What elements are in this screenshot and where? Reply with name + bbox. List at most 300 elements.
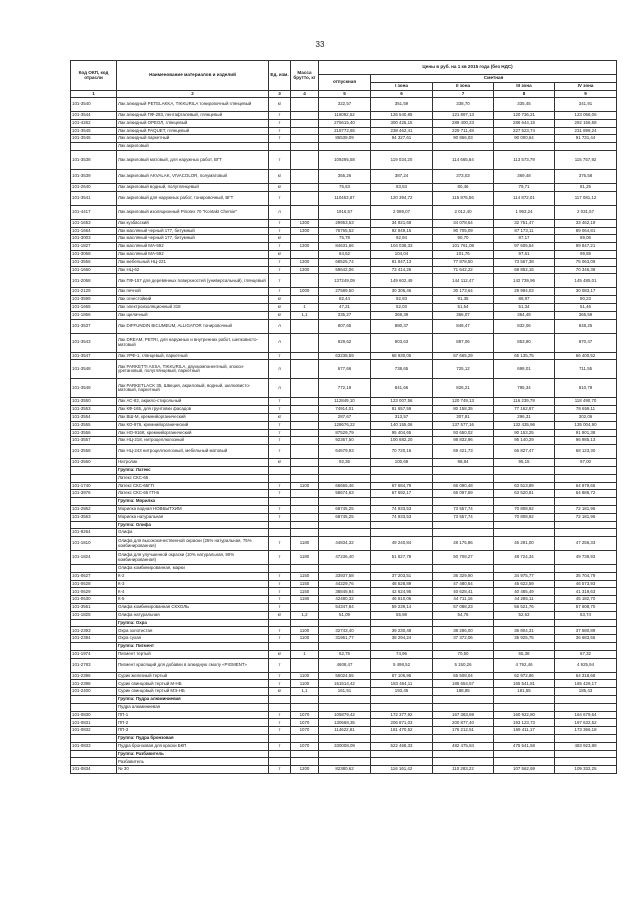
- item-name: Лак ПФ-157 для деревянных поверхностей (универсальный), глянцевый: [117, 274, 269, 288]
- item-code: [71, 696, 117, 704]
- zone-3-price: 116 239,79: [494, 398, 555, 406]
- item-mass: 1100: [291, 680, 319, 688]
- zone-2-price: [433, 474, 494, 482]
- item-mass: [291, 379, 319, 398]
- zone-1-price: 68 930,05: [371, 352, 433, 360]
- table-row: [71, 127, 617, 135]
- item-name: Морилка натуральная: [117, 513, 269, 521]
- item-mass: [291, 406, 319, 414]
- item-name: Сурик свинцовый тертый М-НБ: [117, 680, 269, 688]
- release-price: [319, 643, 371, 651]
- item-mass: 1,1: [291, 311, 319, 319]
- release-price: 807,65: [319, 319, 371, 333]
- item-unit: т: [269, 719, 291, 727]
- zone-3-price: 132 435,96: [494, 421, 555, 429]
- item-mass: 1300: [291, 219, 319, 227]
- zone-1-price: [371, 750, 433, 758]
- zone-3-price: 369,48: [494, 169, 555, 183]
- item-code: 101-3556: [71, 429, 117, 437]
- table-row: [71, 565, 617, 573]
- release-price: 4608,47: [319, 658, 371, 672]
- zone-4-price: 91 901,38: [555, 429, 617, 437]
- zone-3-price: 165 541,81: [494, 680, 555, 688]
- zone-2-price: 73 557,74: [433, 505, 494, 513]
- item-mass: [291, 191, 319, 205]
- item-mass: [291, 98, 319, 112]
- zone-4-price: [555, 529, 617, 537]
- item-unit: [269, 529, 291, 537]
- header-release: отпускная: [319, 75, 371, 91]
- zone-2-price: [433, 466, 494, 474]
- table-row: [71, 235, 617, 243]
- item-name: Лак акриловый AKVALAK, VIVACOLOR, полуматовый: [117, 169, 269, 183]
- item-unit: т: [269, 119, 291, 127]
- item-mass: 1,2: [291, 611, 319, 619]
- item-mass: 1300: [291, 243, 319, 251]
- table-row: [71, 650, 617, 658]
- item-mass: 1070: [291, 719, 319, 727]
- zone-2-price: 57 088,23: [433, 604, 494, 612]
- item-name: Группа: Пудра бронзовая: [117, 735, 269, 743]
- table-row: [71, 150, 617, 169]
- zone-2-price: 2 012,40: [433, 205, 494, 219]
- zone-4-price: 365,59: [555, 311, 617, 319]
- item-name: Лак PARKETTI ASSA, TIKKURILA, двухкомпонентный, эпокси-уретановый, полуглянцевый, паркетный: [117, 360, 269, 379]
- item-mass: [291, 513, 319, 521]
- item-code: 101-3563: [71, 513, 117, 521]
- zone-4-price: 173 366,18: [555, 727, 617, 735]
- item-mass: [291, 565, 319, 573]
- item-unit: л: [269, 360, 291, 379]
- zone-2-price: 121 897,13: [433, 112, 494, 120]
- item-mass: [291, 529, 319, 537]
- zone-1-price: 67 684,79: [371, 482, 433, 490]
- item-code: 101-3556: [71, 258, 117, 266]
- item-unit: [269, 758, 291, 766]
- table-row: [71, 680, 617, 688]
- item-name: Латекс СКС-65 ГП-Б: [117, 490, 269, 498]
- zone-4-price: 848,25: [555, 319, 617, 333]
- zone-1-price: 5 498,52: [371, 658, 433, 672]
- zone-3-price: [494, 696, 555, 704]
- table-row: [71, 274, 617, 288]
- item-mass: [291, 429, 319, 437]
- item-code: 101-3560: [71, 459, 117, 467]
- zone-3-price: 65 135,75: [494, 352, 555, 360]
- release-price: 44229,76: [319, 580, 371, 588]
- zone-2-price: 5 150,26: [433, 658, 494, 672]
- release-price: [319, 750, 371, 758]
- item-mass: [291, 490, 319, 498]
- item-name: К-3: [117, 580, 269, 588]
- item-mass: [291, 127, 319, 135]
- item-unit: т: [269, 135, 291, 143]
- zone-3-price: 296,31: [494, 413, 555, 421]
- item-mass: [291, 459, 319, 467]
- zone-2-price: 44 711,16: [433, 596, 494, 604]
- item-name: Лак огнестойкий: [117, 296, 269, 304]
- zone-2-price: 66 097,69: [433, 490, 494, 498]
- zone-4-price: 36 683,55: [555, 635, 617, 643]
- zone-1-price: 46 610,06: [371, 596, 433, 604]
- item-mass: [291, 474, 319, 482]
- item-unit: т: [269, 219, 291, 227]
- table-row: [71, 429, 617, 437]
- zone-1-price: 387,24: [371, 169, 433, 183]
- zone-4-price: 49 739,93: [555, 551, 617, 565]
- release-price: [319, 474, 371, 482]
- group-row: [71, 696, 617, 704]
- item-code: 101-3068: [71, 250, 117, 258]
- zone-3-price: 44 285,11: [494, 596, 555, 604]
- item-code: 101-1810: [71, 537, 117, 551]
- zone-3-price: 181,55: [494, 688, 555, 696]
- release-price: 772,19: [319, 379, 371, 398]
- zone-3-price: 114 872,01: [494, 191, 555, 205]
- item-name: Лак печной: [117, 288, 269, 296]
- item-name: Пигмент тертый: [117, 650, 269, 658]
- release-price: 92367,50: [319, 437, 371, 445]
- item-unit: т: [269, 421, 291, 429]
- zone-4-price: 33 462,19: [555, 219, 617, 227]
- zone-4-price: 341,91: [555, 98, 617, 112]
- zone-1-price: 92,93: [371, 296, 433, 304]
- release-price: 66665,46: [319, 482, 371, 490]
- item-code: 101-2640: [71, 183, 117, 191]
- item-mass: [291, 421, 319, 429]
- release-price: 76765,52: [319, 227, 371, 235]
- zone-2-price: [433, 143, 494, 151]
- zone-2-price: [433, 703, 494, 711]
- release-price: 32743,40: [319, 627, 371, 635]
- release-price: 114622,81: [319, 727, 371, 735]
- zone-2-price: 51,54: [433, 303, 494, 311]
- item-code: 101-3541: [71, 191, 117, 205]
- zone-2-price: 101,76: [433, 250, 494, 258]
- zone-1-price: [371, 735, 433, 743]
- zone-1-price: [371, 498, 433, 506]
- zone-2-price: 70,50: [433, 650, 494, 658]
- item-mass: 1070: [291, 727, 319, 735]
- item-unit: л: [269, 319, 291, 333]
- zone-2-price: [433, 696, 494, 704]
- item-unit: кг: [269, 250, 291, 258]
- item-code: [71, 521, 117, 529]
- zone-4-price: 41 319,63: [555, 588, 617, 596]
- item-code: 101-3003: [71, 235, 117, 243]
- item-mass: 1300: [291, 266, 319, 274]
- zone-1-price: 92 949,15: [371, 227, 433, 235]
- zone-2-price: 47 480,64: [433, 580, 494, 588]
- table-row: [71, 672, 617, 680]
- zone-2-price: 38 286,00: [433, 627, 494, 635]
- item-name: Лак КФ-165, для грунтовки фасадов: [117, 406, 269, 414]
- release-price: 84631,66: [319, 243, 371, 251]
- item-unit: кг: [269, 413, 291, 421]
- zone-2-price: 137 577,16: [433, 421, 494, 429]
- header-smeta: Сметная: [371, 75, 617, 83]
- zone-3-price: 56 521,76: [494, 604, 555, 612]
- item-code: 101-3549: [71, 379, 117, 398]
- table-row: [71, 219, 617, 227]
- item-code: 101-2862: [71, 505, 117, 513]
- zone-3-price: 40 485,49: [494, 588, 555, 596]
- zone-3-price: [494, 565, 555, 573]
- zone-2-price: 373,03: [433, 169, 494, 183]
- item-name: Группа: Латекс: [117, 466, 269, 474]
- header-zone-4: IV зона: [555, 83, 617, 91]
- release-price: 27589,50: [319, 288, 371, 296]
- zone-3-price: 475 541,58: [494, 742, 555, 750]
- item-name: Лак УРФ-1, глянцевый, паркетный: [117, 352, 269, 360]
- group-row: [71, 466, 617, 474]
- item-code: 101-1825: [71, 611, 117, 619]
- zone-2-price: 40 628,41: [433, 588, 494, 596]
- zone-3-price: 832,06: [494, 319, 555, 333]
- header-zone-3: III зона: [494, 83, 555, 91]
- zone-2-price: 93 650,02: [433, 429, 494, 437]
- zone-4-price: 89 064,81: [555, 227, 617, 235]
- release-price: 59642,06: [319, 266, 371, 274]
- release-price: [319, 521, 371, 529]
- item-unit: кг: [269, 296, 291, 304]
- item-name: Лак кузбасский: [117, 219, 269, 227]
- table-row: [71, 758, 617, 766]
- header-mass: Масса брутто, кг: [291, 61, 319, 91]
- table-row: [71, 266, 617, 274]
- zone-3-price: 795,34: [494, 379, 555, 398]
- zone-3-price: 48 724,34: [494, 551, 555, 565]
- item-code: 101-1856: [71, 311, 117, 319]
- release-price: 287,67: [319, 413, 371, 421]
- zone-4-price: 4 925,94: [555, 658, 617, 672]
- zone-3-price: 107 562,69: [494, 766, 555, 774]
- item-code: 101-0628: [71, 580, 117, 588]
- col-number: 6: [371, 91, 433, 98]
- zone-3-price: [494, 474, 555, 482]
- zone-1-price: 81 657,59: [371, 406, 433, 414]
- item-name: Латекс СКС-65: [117, 474, 269, 482]
- item-unit: [269, 735, 291, 743]
- release-price: 76,63: [319, 183, 371, 191]
- item-code: 101-1824: [71, 551, 117, 565]
- table-row: [71, 437, 617, 445]
- item-unit: т: [269, 288, 291, 296]
- release-price: 275615,40: [319, 119, 371, 127]
- zone-4-price: 231 899,24: [555, 127, 617, 135]
- table-row: [71, 258, 617, 266]
- item-unit: т: [269, 258, 291, 266]
- zone-2-price: 98,84: [433, 459, 494, 467]
- item-code: 101-2783: [71, 658, 117, 672]
- zone-4-price: [555, 750, 617, 758]
- item-unit: т: [269, 266, 291, 274]
- item-name: Олифа: [117, 529, 269, 537]
- zone-2-price: 887,06: [433, 333, 494, 352]
- item-code: 101-3544: [71, 112, 117, 120]
- zone-2-price: 188,85: [433, 688, 494, 696]
- item-unit: т: [269, 243, 291, 251]
- item-name: Лак щелачный: [117, 311, 269, 319]
- item-mass: 1100: [291, 635, 319, 643]
- item-code: 101-3550: [71, 398, 117, 406]
- item-name: Лак масляный МА-592: [117, 243, 269, 251]
- item-unit: [269, 521, 291, 529]
- zone-1-price: 34 921,68: [371, 219, 433, 227]
- item-mass: [291, 505, 319, 513]
- zone-1-price: 738,65: [371, 360, 433, 379]
- item-mass: 1100: [291, 672, 319, 680]
- item-unit: кг: [269, 98, 291, 112]
- item-name: Лак акриловый: [117, 143, 269, 151]
- item-name: Морилка водная НОВБЫТХИМ: [117, 505, 269, 513]
- zone-2-price: 229 711,48: [433, 127, 494, 135]
- item-unit: л: [269, 379, 291, 398]
- zone-2-price: 48 175,86: [433, 537, 494, 551]
- item-unit: [269, 750, 291, 758]
- release-price: 829,62: [319, 333, 371, 352]
- release-price: 116092,52: [319, 112, 371, 120]
- item-code: [71, 758, 117, 766]
- item-unit: т: [269, 482, 291, 490]
- release-price: 75,78: [319, 235, 371, 243]
- release-price: 105879,42: [319, 711, 371, 719]
- zone-1-price: 74,96: [371, 650, 433, 658]
- zone-4-price: 64 318,68: [555, 672, 617, 680]
- release-price: [319, 696, 371, 704]
- zone-4-price: 292 156,58: [555, 119, 617, 127]
- zone-1-price: 49 240,84: [371, 537, 433, 551]
- release-price: 51,09: [319, 611, 371, 619]
- release-price: 92,36: [319, 459, 371, 467]
- release-price: [319, 735, 371, 743]
- table-row: [71, 288, 617, 296]
- zone-1-price: 313,57: [371, 413, 433, 421]
- item-code: 101-3546: [71, 135, 117, 143]
- item-name: ПП-2: [117, 719, 269, 727]
- item-code: 101-2400: [71, 688, 117, 696]
- item-unit: т: [269, 742, 291, 750]
- item-mass: [291, 445, 319, 459]
- zone-2-price: [433, 498, 494, 506]
- release-price: 64679,93: [319, 445, 371, 459]
- release-price: [319, 143, 371, 151]
- zone-1-price: [371, 758, 433, 766]
- item-name: К-4: [117, 588, 269, 596]
- item-unit: т: [269, 445, 291, 459]
- zone-2-price: 482 475,84: [433, 742, 494, 750]
- zone-2-price: 54,76: [433, 611, 494, 619]
- item-unit: т: [269, 352, 291, 360]
- zone-2-price: 37 372,06: [433, 635, 494, 643]
- item-name: Лак алкидный PAQUET, глянцевый: [117, 127, 269, 135]
- item-code: 101-0629: [71, 588, 117, 596]
- zone-1-price: 67 692,17: [371, 490, 433, 498]
- item-code: 101-3540: [71, 98, 117, 112]
- release-price: [319, 466, 371, 474]
- zone-2-price: 36 329,90: [433, 572, 494, 580]
- zone-2-price: 73 557,74: [433, 513, 494, 521]
- col-number: 3: [269, 91, 291, 98]
- item-unit: [269, 565, 291, 573]
- zone-1-price: 94 327,61: [371, 135, 433, 143]
- zone-4-price: 2 031,57: [555, 205, 617, 219]
- col-number: 2: [117, 91, 269, 98]
- zone-1-price: [371, 143, 433, 151]
- zone-4-price: 66 400,52: [555, 352, 617, 360]
- table-row: [71, 742, 617, 750]
- item-code: [71, 143, 117, 151]
- item-unit: кг: [269, 688, 291, 696]
- item-mass: [291, 604, 319, 612]
- item-name: Олифа для улучшенной окраски (10% натуральная, 90% комбинированная): [117, 551, 269, 565]
- item-code: 101-3547: [71, 352, 117, 360]
- zone-3-price: 88,97: [494, 296, 555, 304]
- zone-3-price: [494, 703, 555, 711]
- item-mass: [291, 119, 319, 127]
- item-name: Сурик железный тертый: [117, 672, 269, 680]
- table-row: [71, 580, 617, 588]
- item-code: 101-4262: [71, 119, 117, 127]
- zone-3-price: 335,45: [494, 98, 555, 112]
- release-price: 330008,09: [319, 742, 371, 750]
- release-price: 1916,57: [319, 205, 371, 219]
- zone-4-price: 483 923,88: [555, 742, 617, 750]
- table-row: [71, 319, 617, 333]
- zone-3-price: 1 993,24: [494, 205, 555, 219]
- zone-3-price: 853,90: [494, 333, 555, 352]
- zone-3-price: [494, 498, 555, 506]
- zone-4-price: [555, 696, 617, 704]
- table-body: [71, 98, 617, 774]
- release-price: 38848,84: [319, 588, 371, 596]
- item-code: 101-1660: [71, 266, 117, 274]
- item-unit: т: [269, 398, 291, 406]
- zone-1-price: 100,69: [371, 459, 433, 467]
- zone-4-price: 78 659,11: [555, 406, 617, 414]
- item-code: 101-2129: [71, 288, 117, 296]
- zone-4-price: 72 181,96: [555, 513, 617, 521]
- item-name: Пудра алюминиевая: [117, 703, 269, 711]
- zone-1-price: 81 847,13: [371, 258, 433, 266]
- zone-1-price: 104,04: [371, 250, 433, 258]
- zone-1-price: 48 528,89: [371, 580, 433, 588]
- item-name: Охра сухая: [117, 635, 269, 643]
- item-unit: [269, 619, 291, 627]
- zone-4-price: [555, 643, 617, 651]
- col-number: 7: [433, 91, 494, 98]
- item-name: Лак АС-82, акрило-стирольный: [117, 398, 269, 406]
- zone-4-price: 711,55: [555, 360, 617, 379]
- zone-2-price: 67 665,29: [433, 352, 494, 360]
- zone-4-price: 197 632,52: [555, 719, 617, 727]
- zone-3-price: 286 644,15: [494, 119, 555, 127]
- zone-1-price: 193,45: [371, 688, 433, 696]
- table-row: [71, 250, 617, 258]
- zone-2-price: 30 173,64: [433, 288, 494, 296]
- zone-4-price: [555, 735, 617, 743]
- item-name: Олифа комбинированная, марки: [117, 565, 269, 573]
- item-unit: т: [269, 627, 291, 635]
- item-name: Лак НО-916К, кремнийорганический: [117, 429, 269, 437]
- header-name: Наименование материалов и изделий: [117, 61, 269, 91]
- item-mass: 1: [291, 303, 319, 311]
- release-price: 74914,01: [319, 406, 371, 414]
- zone-3-price: 95 140,29: [494, 437, 555, 445]
- table-row: [71, 398, 617, 406]
- item-code: 101-0832: [71, 727, 117, 735]
- zone-2-price: [433, 643, 494, 651]
